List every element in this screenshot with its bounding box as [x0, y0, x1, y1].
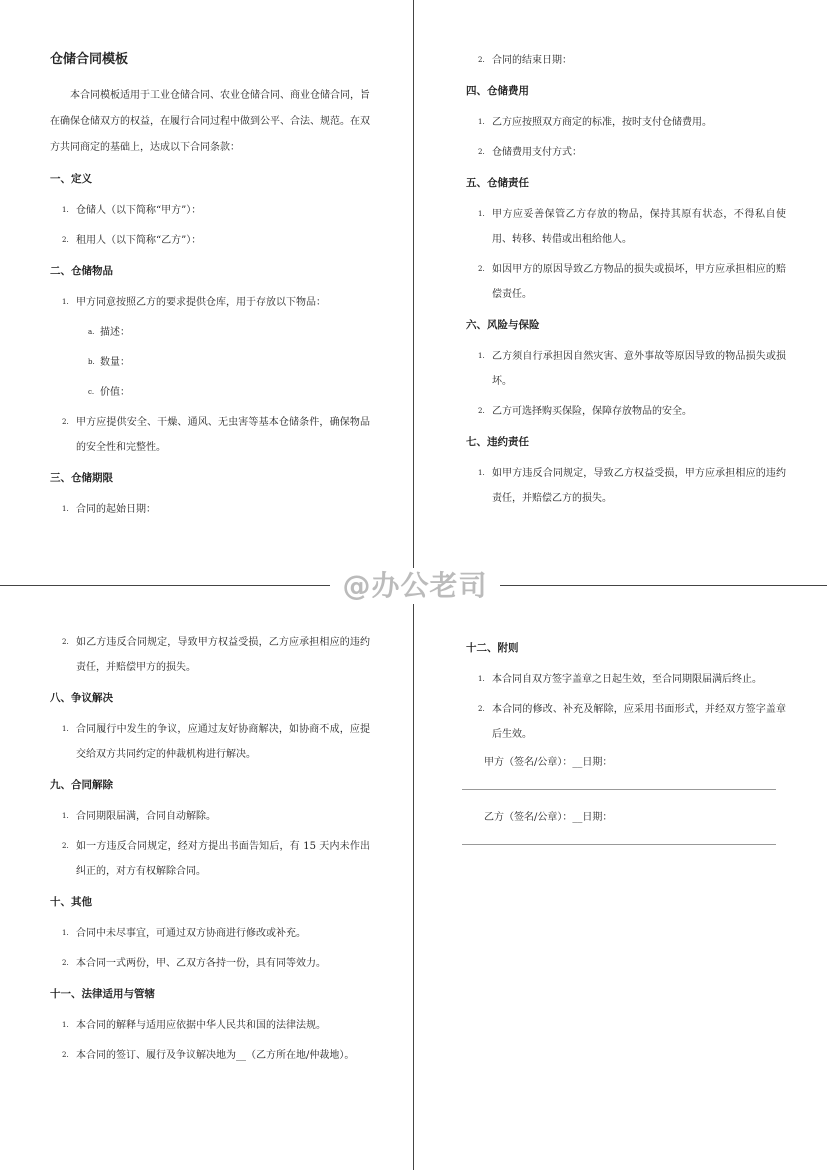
section-heading: 七、违约责任	[466, 436, 529, 448]
item-number: 1.	[478, 118, 485, 126]
intro-paragraph: 本合同模板适用于工业仓储合同、农业仓储合同、商业仓储合同，旨在确保仓储双方的权益，在履行合同过程中做到公平、合法、规范。在双方共同商定的基础上，达成以下合同条款：	[50, 90, 370, 153]
item-text: 本合同自双方签字盖章之日起生效，至合同期限届满后终止。	[492, 674, 762, 685]
item-text: 数量：	[100, 357, 130, 368]
section-heading: 三、仓储期限	[50, 472, 113, 484]
item-number: 2.	[478, 705, 485, 713]
page-2	[466, 48, 786, 516]
list-item	[466, 344, 786, 394]
list-item	[466, 461, 786, 511]
item-text: 如一方违反合同规定，经对方提出书面告知后，有 15 天内未作出纠正的，对方有权解除合同。	[76, 841, 370, 877]
sub-list-item	[50, 320, 370, 345]
list-item	[50, 804, 370, 829]
item-text: 合同的起始日期：	[76, 504, 156, 515]
item-number: 1.	[62, 206, 69, 214]
item-number: 1.	[478, 675, 485, 683]
list-item	[50, 198, 370, 223]
section-heading: 五、仓储责任	[466, 177, 529, 189]
section-heading: 八、争议解决	[50, 692, 113, 704]
list-item	[50, 228, 370, 253]
item-number: 1.	[62, 298, 69, 306]
list-item	[50, 497, 370, 522]
list-item	[466, 667, 786, 692]
sub-list-item	[50, 350, 370, 375]
item-number: 2.	[62, 418, 69, 426]
section-heading: 六、风险与保险	[466, 319, 540, 331]
item-number: 2.	[478, 407, 485, 415]
item-number: 1.	[478, 210, 485, 218]
party-a-signature-line: 甲方（签名/公章）：__日期：	[484, 757, 613, 768]
signature-rule	[462, 789, 776, 790]
watermark: @办公老司	[330, 568, 500, 604]
section-heading: 二、仓储物品	[50, 265, 113, 277]
item-text: 甲方应提供安全、干燥、通风、无虫害等基本仓储条件，确保物品的安全性和完整性。	[76, 417, 370, 453]
item-number: 2.	[62, 638, 69, 646]
list-item	[50, 921, 370, 946]
item-text: 如乙方违反合同规定，导致甲方权益受损，乙方应承担相应的违约责任，并赔偿甲方的损失。	[76, 637, 370, 673]
section-heading: 四、仓储费用	[466, 85, 529, 97]
item-text: 乙方须自行承担因自然灾害、意外事故等原因导致的物品损失或损坏。	[492, 351, 786, 387]
item-text: 租用人（以下简称“乙方”）：	[76, 235, 202, 246]
list-item	[466, 140, 786, 165]
list-item	[50, 1013, 370, 1038]
sub-list-item	[50, 380, 370, 405]
item-number: 1.	[62, 725, 69, 733]
item-text: 甲方应妥善保管乙方存放的物品，保持其原有状态，不得私自使用、转移、转借或出租给他人。	[492, 209, 786, 245]
list-item	[50, 290, 370, 315]
section-heading: 十一、法律适用与管辖	[50, 988, 155, 1000]
item-letter: c.	[88, 388, 95, 396]
section-heading: 一、定义	[50, 173, 92, 185]
section-heading: 十二、附则	[466, 642, 519, 654]
item-text: 本合同的解释与适用应依据中华人民共和国的法律法规。	[76, 1020, 326, 1031]
item-number: 2.	[62, 959, 69, 967]
party-b-signature-line: 乙方（签名/公章）：__日期：	[484, 812, 613, 823]
item-text: 合同履行中发生的争议，应通过友好协商解决，如协商不成，应提交给双方共同约定的仲裁机构进行解决。	[76, 724, 370, 760]
item-text: 乙方可选择购买保险，保障存放物品的安全。	[492, 406, 692, 417]
item-letter: a.	[88, 328, 95, 336]
item-number: 2.	[62, 842, 69, 850]
item-text: 本合同的签订、履行及争议解决地为__（乙方所在地/仲裁地）。	[76, 1050, 355, 1061]
item-number: 2.	[62, 1051, 69, 1059]
item-number: 1.	[62, 929, 69, 937]
page-1	[50, 48, 370, 527]
list-item	[466, 202, 786, 252]
item-number: 2.	[478, 148, 485, 156]
item-text: 合同的结束日期：	[492, 55, 572, 66]
item-text: 价值：	[100, 387, 130, 398]
page-3	[50, 630, 370, 1073]
signature-rule	[462, 844, 776, 845]
list-item	[466, 48, 786, 73]
item-text: 如因甲方的原因导致乙方物品的损失或损坏，甲方应承担相应的赔偿责任。	[492, 264, 786, 300]
list-item	[50, 951, 370, 976]
item-text: 合同期限届满，合同自动解除。	[76, 811, 216, 822]
section-heading: 十、其他	[50, 896, 92, 908]
list-item	[466, 257, 786, 307]
item-text: 乙方应按照双方商定的标准，按时支付仓储费用。	[492, 117, 712, 128]
list-item	[50, 834, 370, 884]
list-item	[50, 630, 370, 680]
item-text: 如甲方违反合同规定，导致乙方权益受损，甲方应承担相应的违约责任，并赔偿乙方的损失。	[492, 468, 786, 504]
item-text: 描述：	[100, 327, 130, 338]
item-text: 本合同一式两份，甲、乙双方各持一份，具有同等效力。	[76, 958, 326, 969]
section-heading: 九、合同解除	[50, 779, 113, 791]
item-number: 1.	[62, 812, 69, 820]
item-number: 2.	[478, 56, 485, 64]
document-title: 仓储合同模板	[50, 52, 129, 67]
item-number: 1.	[478, 352, 485, 360]
list-item	[50, 717, 370, 767]
item-text: 合同中未尽事宜，可通过双方协商进行修改或补充。	[76, 928, 306, 939]
list-item	[466, 697, 786, 747]
item-number: 2.	[478, 265, 485, 273]
list-item	[466, 110, 786, 135]
item-number: 2.	[62, 236, 69, 244]
item-text: 仓储费用支付方式：	[492, 147, 582, 158]
page-4	[466, 630, 786, 863]
item-text: 仓储人（以下简称“甲方”）：	[76, 205, 202, 216]
item-number: 1.	[62, 1021, 69, 1029]
item-number: 1.	[478, 469, 485, 477]
list-item	[50, 410, 370, 460]
item-text: 甲方同意按照乙方的要求提供仓库，用于存放以下物品：	[76, 297, 326, 308]
list-item	[50, 1043, 370, 1068]
item-letter: b.	[88, 358, 95, 366]
item-text: 本合同的修改、补充及解除，应采用书面形式，并经双方签字盖章后生效。	[492, 704, 786, 740]
list-item	[466, 399, 786, 424]
item-number: 1.	[62, 505, 69, 513]
